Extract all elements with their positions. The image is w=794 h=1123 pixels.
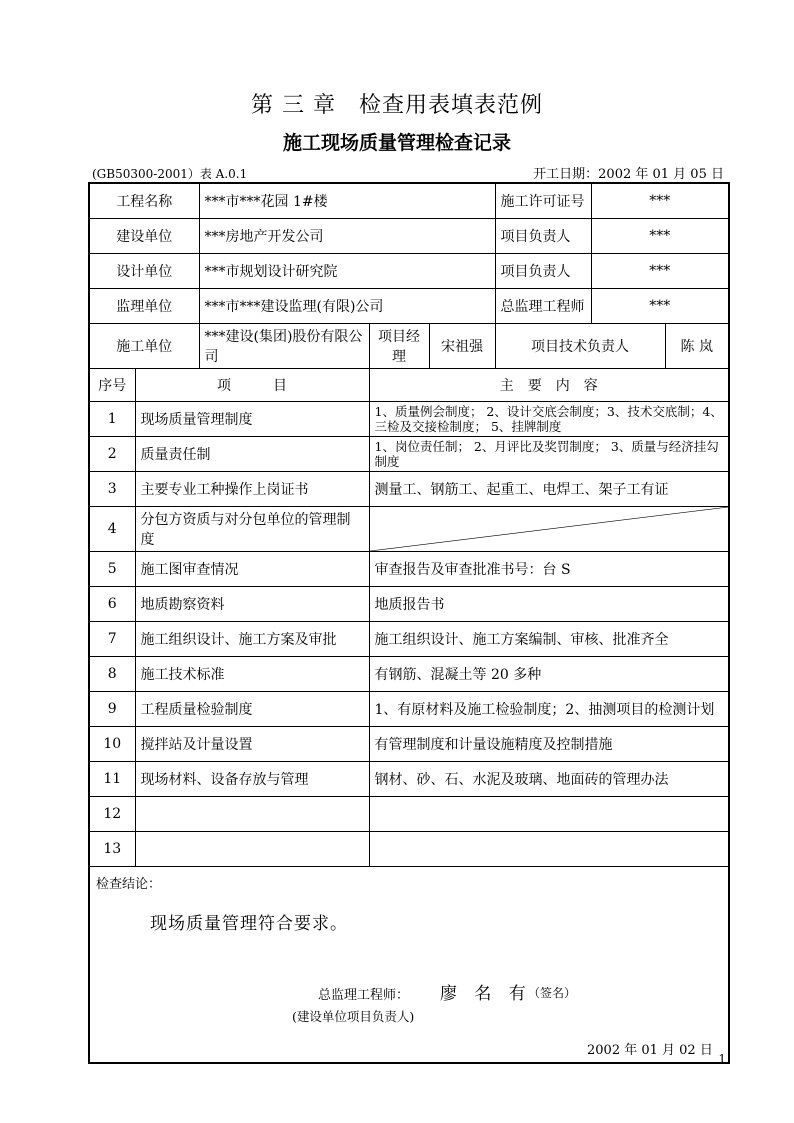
row-content [369, 832, 729, 867]
row-item: 地质勘察资料 [135, 587, 369, 622]
conclusion-date: 2002 年 01 月 02 日 [587, 1043, 713, 1058]
form-title: 施工现场质量管理检查记录 [282, 132, 511, 154]
construction-value: ***建设(集团)股份有限公司 [199, 324, 369, 369]
row-item: 质量责任制 [135, 437, 369, 472]
inspection-form-table [88, 182, 730, 1064]
row-no: 5 [89, 552, 135, 587]
row-content: 1、有原材料及施工检验制度；2、抽测项目的检测计划 [369, 692, 729, 727]
builder-lead-value: *** [591, 219, 729, 254]
row-item: 主要专业工种操作上岗证书 [135, 472, 369, 507]
table-row [89, 437, 729, 472]
table-row [89, 832, 729, 867]
tech-lead-label: 项目技术负责人 [495, 324, 665, 369]
table-row [89, 622, 729, 657]
table-row [89, 472, 729, 507]
table-row [89, 727, 729, 762]
supervision-label: 监理单位 [89, 289, 199, 324]
signer-sub: (建设单位项目负责人) [292, 1009, 415, 1024]
permit-value: *** [591, 183, 729, 219]
header-row-project [89, 183, 729, 219]
row-content: 钢材、砂、石、水泥及玻璃、地面砖的管理办法 [369, 762, 729, 797]
pm-label: 项目经理 [369, 324, 429, 369]
table-row [89, 657, 729, 692]
header-row-supervision [89, 289, 729, 324]
tech-lead-value: 陈 岚 [665, 324, 729, 369]
row-item: 施工图审查情况 [135, 552, 369, 587]
row-no: 9 [89, 692, 135, 727]
row-content: 地质报告书 [369, 587, 729, 622]
row-content [369, 797, 729, 832]
supervision-value: ***市***建设监理(有限)公司 [199, 289, 495, 324]
row-content: 施工组织设计、施工方案编制、审核、批准齐全 [369, 622, 729, 657]
conclusion-text: 现场质量管理符合要求。 [150, 914, 348, 934]
table-row [89, 692, 729, 727]
start-date: 开工日期：2002 年 01 月 05 日 [533, 167, 724, 182]
row-no: 7 [89, 622, 135, 657]
builder-value: ***房地产开发公司 [199, 219, 495, 254]
row-item: 搅拌站及计量设置 [135, 727, 369, 762]
row-item: 施工技术标准 [135, 657, 369, 692]
conclusion-cell [89, 867, 729, 1064]
design-lead-value: *** [591, 254, 729, 289]
row-no: 1 [89, 402, 135, 437]
row-content: 有管理制度和计量设施精度及控制措施 [369, 727, 729, 762]
row-no: 13 [89, 832, 135, 867]
row-no: 3 [89, 472, 135, 507]
table-row [89, 507, 729, 552]
header-row-builder [89, 219, 729, 254]
design-lead-label: 项目负责人 [495, 254, 591, 289]
row-content: 1、质量例会制度； 2、设计交底会制度；3、技术交底制；4、三检及交接检制度； 5、挂牌制度 [369, 402, 729, 437]
table-row [89, 402, 729, 437]
table-row [89, 762, 729, 797]
construction-label: 施工单位 [89, 324, 199, 369]
builder-lead-label: 项目负责人 [495, 219, 591, 254]
row-content: 审查报告及审查批准书号：台 S [369, 552, 729, 587]
column-header-row [89, 369, 729, 402]
chief-engineer-value: *** [591, 289, 729, 324]
page-number: 1 [718, 1052, 726, 1066]
design-value: ***市规划设计研究院 [199, 254, 495, 289]
design-label: 设计单位 [89, 254, 199, 289]
col-header-item: 项 目 [135, 369, 369, 402]
row-no: 2 [89, 437, 135, 472]
project-name-value: ***市***花园 1#楼 [199, 183, 495, 219]
row-content-blank-diagonal [369, 507, 729, 552]
col-header-content: 主 要 内 容 [369, 369, 729, 402]
header-row-construction [89, 324, 729, 369]
conclusion-label: 检查结论： [96, 877, 162, 892]
row-item: 分包方资质与对分包单位的管理制度 [135, 507, 369, 552]
row-item: 工程质量检验制度 [135, 692, 369, 727]
form-code: (GB50300-2001）表 A.0.1 [92, 167, 248, 181]
row-no: 10 [89, 727, 135, 762]
row-no: 4 [89, 507, 135, 552]
table-row [89, 797, 729, 832]
row-no: 6 [89, 587, 135, 622]
chief-engineer-label: 总监理工程师 [495, 289, 591, 324]
signer-label: 总监理工程师： [318, 988, 410, 1003]
row-no: 11 [89, 762, 135, 797]
row-item: 施工组织设计、施工方案及审批 [135, 622, 369, 657]
col-header-no: 序号 [89, 369, 135, 402]
row-content: 测量工、钢筋工、起重工、电焊工、架子工有证 [369, 472, 729, 507]
chapter-title: 第 三 章 检查用表填表范例 [251, 93, 543, 118]
project-name-label: 工程名称 [89, 183, 199, 219]
conclusion-row [89, 867, 729, 1064]
row-item: 现场质量管理制度 [135, 402, 369, 437]
row-item: 现场材料、设备存放与管理 [135, 762, 369, 797]
sign-note: （签名） [528, 986, 577, 1000]
row-item [135, 797, 369, 832]
table-row [89, 552, 729, 587]
row-item [135, 832, 369, 867]
row-content: 有钢筋、混凝土等 20 多种 [369, 657, 729, 692]
builder-label: 建设单位 [89, 219, 199, 254]
permit-label: 施工许可证号 [495, 183, 591, 219]
diagonal-strike-line [370, 507, 729, 551]
row-no: 12 [89, 797, 135, 832]
pm-value: 宋祖强 [429, 324, 495, 369]
row-content: 1、岗位责任制； 2、月评比及奖罚制度； 3、质量与经济挂勾制度 [369, 437, 729, 472]
header-row-design [89, 254, 729, 289]
row-no: 8 [89, 657, 135, 692]
table-row [89, 587, 729, 622]
signer-name: 廖 名 有 [440, 984, 532, 1004]
